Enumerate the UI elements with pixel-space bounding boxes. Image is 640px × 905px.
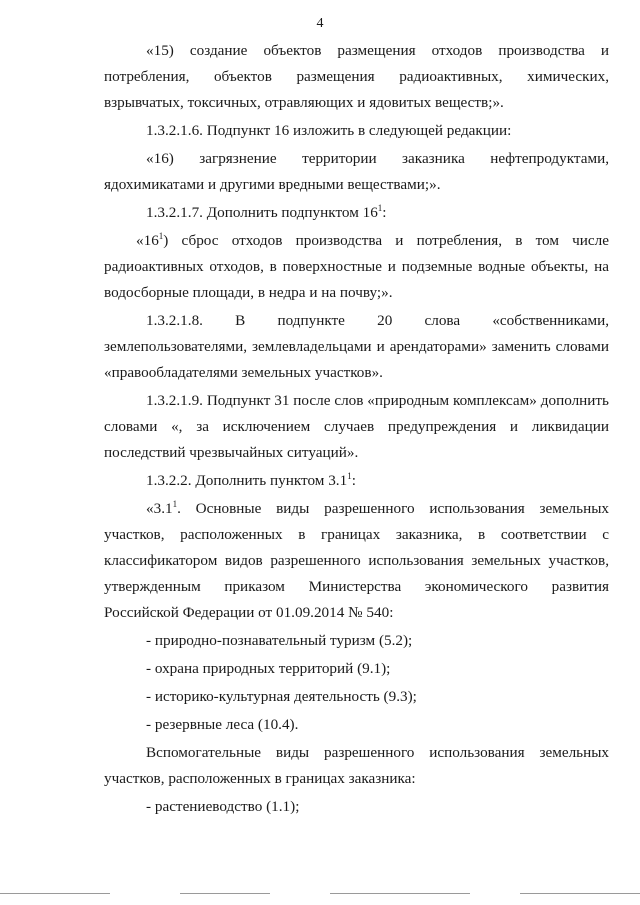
text-segment: : bbox=[351, 472, 356, 489]
text-line: последствий чрезвычайных ситуаций». bbox=[104, 444, 359, 461]
auxiliary-uses-paragraph bbox=[104, 740, 609, 792]
text-line bbox=[104, 200, 609, 226]
list-item: - охрана природных территорий (9.1); bbox=[146, 660, 391, 677]
item-3-1-1-paragraph bbox=[104, 496, 609, 626]
text-line: Вспомогательные виды разрешенного использования земельных bbox=[146, 744, 609, 761]
text-line: словами «, за исключением случаев предупреждения и ликвидации bbox=[104, 418, 609, 435]
text-line bbox=[104, 228, 609, 254]
clause-1-3-2-1-7 bbox=[104, 200, 609, 226]
text-segment: : bbox=[382, 204, 387, 221]
text-line: Российской Федерации от 01.09.2014 № 540: bbox=[104, 604, 394, 621]
text-segment: «16 bbox=[136, 232, 159, 249]
text-segment: 1.3.2.2. Дополнить пунктом 3.1 bbox=[146, 472, 348, 489]
list-item: - историко-культурная деятельность (9.3); bbox=[146, 688, 417, 705]
list-item: - резервные леса (10.4). bbox=[146, 716, 299, 733]
text-line: утвержденным приказом Министерства экономического развития bbox=[104, 578, 609, 595]
text-line: классификатором видов разрешенного использования земельных участков, bbox=[104, 552, 609, 569]
text-line: участков, расположенных в границах заказника, в соответствии с bbox=[104, 526, 609, 543]
text-line: «16) загрязнение территории заказника нефтепродуктами, bbox=[146, 150, 609, 167]
text-line: участков, расположенных в границах заказника: bbox=[104, 770, 416, 787]
superscript: 1 bbox=[377, 203, 383, 213]
text-line: радиоактивных отходов, в поверхностные и подземные водные объекты, на bbox=[104, 258, 609, 275]
text-line: «правообладателями земельных участков». bbox=[104, 364, 383, 381]
scan-edge-line bbox=[0, 893, 640, 895]
list-item: - природно-познавательный туризм (5.2); bbox=[146, 632, 413, 649]
clause-1-3-2-2 bbox=[104, 468, 609, 494]
superscript: 1 bbox=[158, 231, 164, 241]
text-line: водосборные площади, в недра и на почву;». bbox=[104, 284, 393, 301]
clause-1-3-2-1-9 bbox=[104, 388, 609, 466]
text-line: потребления, объектов размещения радиоактивных, химических, bbox=[104, 68, 609, 85]
superscript: 1 bbox=[347, 471, 352, 481]
superscript: 1 bbox=[172, 499, 178, 509]
text-line bbox=[104, 468, 609, 494]
page-number: 4 bbox=[316, 16, 324, 31]
clause-1-3-2-1-6 bbox=[104, 118, 609, 144]
text-line: взрывчатых, токсичных, отравляющих и ядовитых веществ;». bbox=[104, 94, 504, 111]
text-line: 1.3.2.1.9. Подпункт 31 после слов «природным комплексам» дополнить bbox=[146, 392, 609, 409]
text-segment: «3.1 bbox=[146, 500, 173, 517]
document-body bbox=[104, 38, 609, 822]
text-line: землепользователями, землевладельцами и арендаторами» заменить словами bbox=[104, 338, 609, 355]
subitem-15-paragraph bbox=[104, 38, 609, 116]
text-line: 1.3.2.1.8. В подпункте 20 слова «собственниками, bbox=[146, 312, 609, 329]
text-segment: . Основные виды разрешенного использования земельных bbox=[177, 500, 609, 517]
clause-1-3-2-1-8 bbox=[104, 308, 609, 386]
text-segment: 1.3.2.1.7. Дополнить подпунктом 16 bbox=[146, 204, 378, 221]
list-item: - растениеводство (1.1); bbox=[146, 798, 300, 815]
text-line bbox=[104, 496, 609, 522]
text-line: «15) создание объектов размещения отходов производства и bbox=[146, 42, 609, 59]
text-segment: ) сброс отходов производства и потребления, в том числе bbox=[163, 232, 609, 249]
text-line: ядохимикатами и другими вредными веществами;». bbox=[104, 176, 441, 193]
text-line: 1.3.2.1.6. Подпункт 16 изложить в следующей редакции: bbox=[146, 122, 512, 139]
subitem-16-1-paragraph bbox=[104, 228, 609, 306]
subitem-16-paragraph bbox=[104, 146, 609, 198]
